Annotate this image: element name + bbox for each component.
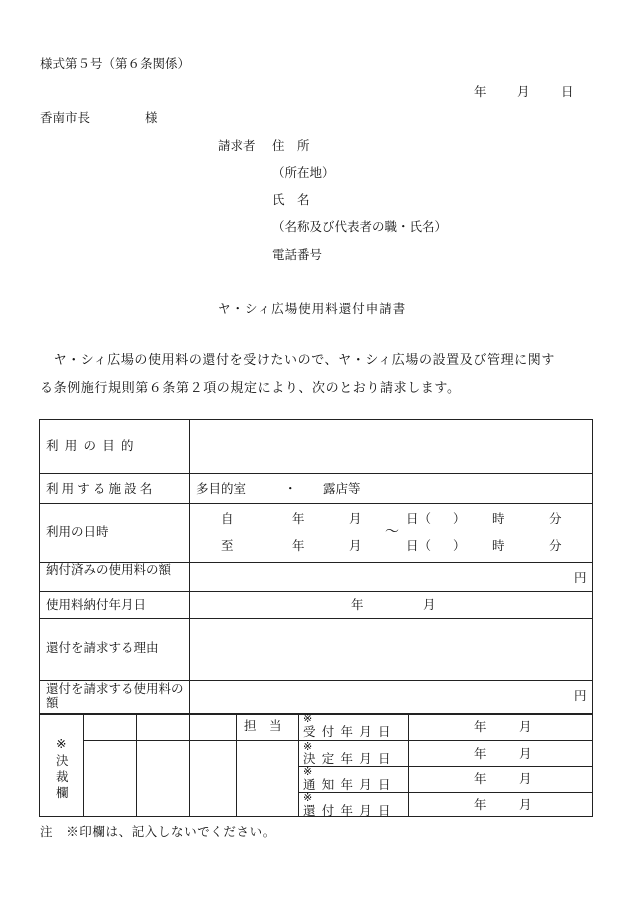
to-label: 至 — [221, 538, 234, 553]
status-label: 受付年月日 — [303, 724, 397, 739]
refund-amount-label: 還付を請求する使用料の額 — [46, 681, 184, 710]
to-day-open-label: 日（ — [406, 538, 432, 553]
facility-option-room[interactable]: 多目的室 — [196, 481, 247, 496]
refund-amount-yen: 円 — [574, 688, 587, 703]
decision-mark: ※ — [56, 736, 67, 751]
to-minute-label: 分 — [549, 538, 562, 553]
applicant-phone-label: 電話番号 — [272, 247, 323, 262]
footnote: 注 ※印欄は、記入しないでください。 — [40, 824, 276, 839]
status-year: 年 — [474, 746, 487, 761]
status-month: 月 — [519, 746, 532, 761]
addressee-honorific: 様 — [145, 110, 158, 125]
purpose-label: 利用の目的 — [46, 438, 140, 453]
paid-date-label: 使用料納付年月日 — [46, 597, 147, 612]
status-month: 月 — [519, 719, 532, 734]
paid-date-year: 年 — [351, 597, 364, 612]
application-table — [39, 419, 593, 817]
facility-option-stall[interactable]: 露店等 — [323, 481, 361, 496]
date-month-label: 月 — [517, 84, 530, 99]
form-number: 様式第５号（第６条関係） — [40, 56, 191, 71]
date-day-label: 日 — [561, 84, 574, 99]
body-text-line-1: ヤ・シィ広場の使用料の還付を受けたいので、ヤ・シィ広場の設置及び管理に関す — [40, 353, 555, 368]
status-month: 月 — [519, 771, 532, 786]
date-year-label: 年 — [474, 84, 487, 99]
status-label: 通知年月日 — [303, 777, 397, 792]
facility-separator: ・ — [284, 481, 297, 496]
addressee-name: 香南市長 — [40, 110, 91, 125]
reason-label: 還付を請求する理由 — [46, 640, 159, 655]
status-mark: ※ — [303, 740, 313, 753]
applicant-name-sub: （名称及び代表者の職・氏名） — [272, 219, 448, 234]
datetime-label: 利用の日時 — [46, 524, 109, 539]
document-title: ヤ・シィ広場使用料還付申請書 — [218, 301, 407, 316]
status-mark: ※ — [303, 791, 313, 804]
status-mark: ※ — [303, 765, 313, 778]
tanto-label: 担 当 — [244, 718, 282, 733]
reason-field[interactable] — [190, 619, 592, 679]
from-hour-label: 時 — [492, 511, 505, 526]
to-month-label: 月 — [349, 538, 362, 553]
status-month: 月 — [519, 797, 532, 812]
paid-amount-label: 納付済みの使用料の額 — [46, 562, 172, 577]
status-label: 決定年月日 — [303, 751, 397, 766]
from-minute-label: 分 — [549, 511, 562, 526]
to-hour-label: 時 — [492, 538, 505, 553]
purpose-field[interactable] — [190, 420, 592, 473]
status-label: 還付年月日 — [303, 803, 397, 818]
from-year-label: 年 — [292, 511, 305, 526]
applicant-name-label: 氏 名 — [272, 192, 310, 207]
paid-date-month: 月 — [423, 597, 436, 612]
to-year-label: 年 — [292, 538, 305, 553]
applicant-address-label: 住 所 — [272, 138, 310, 153]
status-year: 年 — [474, 797, 487, 812]
from-day-close-label: ） — [453, 511, 466, 526]
applicant-heading: 請求者 — [218, 138, 256, 153]
body-text-line-2: る条例施行規則第６条第２項の規定により、次のとおり請求します。 — [40, 381, 461, 396]
from-day-open-label: 日（ — [406, 511, 432, 526]
paid-amount-yen: 円 — [574, 570, 587, 585]
range-tilde: ～ — [385, 524, 399, 540]
facility-label: 利用する施設名 — [46, 481, 156, 496]
to-day-close-label: ） — [453, 538, 466, 553]
from-month-label: 月 — [349, 511, 362, 526]
applicant-address-sub: （所在地） — [272, 165, 335, 180]
status-mark: ※ — [303, 712, 313, 725]
status-year: 年 — [474, 771, 487, 786]
status-year: 年 — [474, 719, 487, 734]
from-label: 自 — [221, 511, 234, 526]
decision-label: 決裁欄 — [56, 753, 69, 800]
